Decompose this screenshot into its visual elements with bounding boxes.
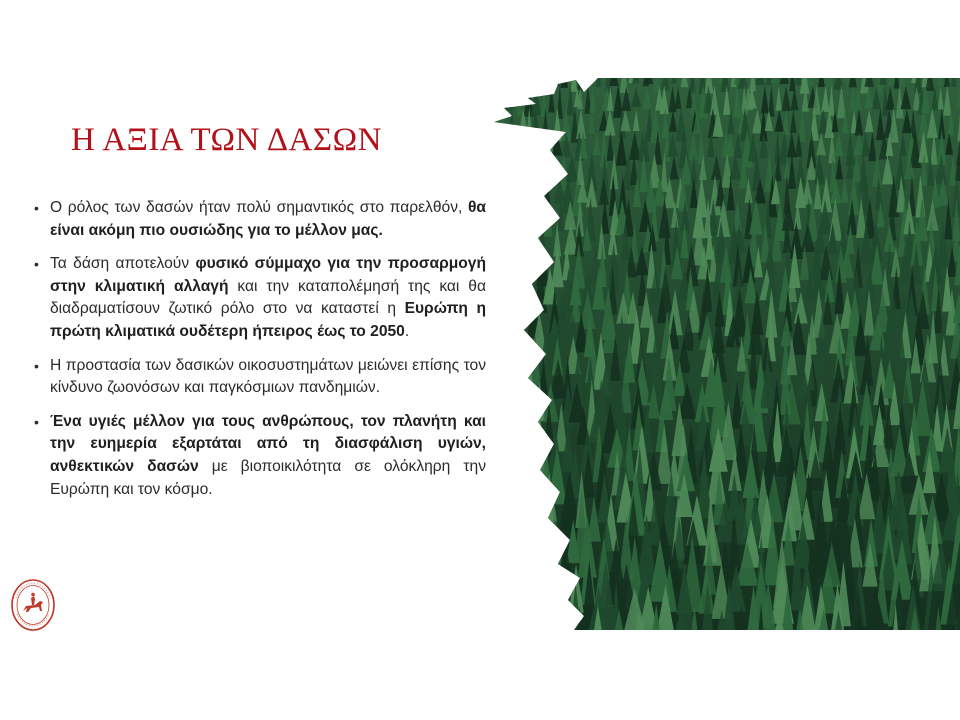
conifer-tree xyxy=(538,132,549,158)
conifer-tree xyxy=(517,426,534,475)
bullet-text: και την καταπολέμησή της και θα διαδραματίσουν ζωτικό ρόλο στο να καταστεί η xyxy=(50,277,486,318)
conifer-tree xyxy=(488,245,495,279)
conifer-tree xyxy=(488,220,498,264)
conifer-tree xyxy=(516,586,532,630)
conifer-tree xyxy=(512,132,524,157)
conifer-tree xyxy=(551,609,572,630)
conifer-tree xyxy=(534,197,543,240)
conifer-tree xyxy=(488,336,498,375)
conifer-tree xyxy=(495,493,507,555)
conifer-tree xyxy=(531,587,546,630)
conifer-tree xyxy=(488,223,489,251)
conifer-tree xyxy=(548,536,563,609)
conifer-tree xyxy=(519,132,526,157)
conifer-tree xyxy=(516,198,527,236)
bullet-text: Η προστασία των δασικών οικοσυστημάτων μειώνει επίσης τον κίνδυνο ζωονόσων και παγκόσμιων πανδημιών. xyxy=(50,356,486,397)
conifer-tree xyxy=(529,539,551,598)
conifer-tree xyxy=(488,107,496,143)
conifer-tree xyxy=(488,428,498,469)
conifer-tree xyxy=(515,78,523,86)
conifer-tree xyxy=(492,199,504,233)
conifer-tree xyxy=(756,78,765,85)
conifer-tree xyxy=(488,84,490,117)
bullet-text: Τα δάση αποτελούν xyxy=(50,255,196,273)
conifer-tree xyxy=(491,536,512,610)
conifer-tree xyxy=(502,289,516,336)
conifer-tree xyxy=(510,450,522,497)
bullet-icon: • xyxy=(34,256,39,273)
conifer-tree xyxy=(488,426,491,477)
conifer-tree xyxy=(488,153,493,190)
conifer-tree xyxy=(766,78,772,85)
conifer-tree xyxy=(488,266,497,312)
conifer-tree xyxy=(488,310,492,364)
conifer-tree xyxy=(513,404,529,448)
university-seal-icon xyxy=(10,578,56,632)
bullet-list xyxy=(34,197,486,512)
conifer-tree xyxy=(533,473,547,518)
conifer-tree xyxy=(508,177,517,207)
conifer-tree xyxy=(551,78,561,87)
conifer-tree xyxy=(537,178,545,203)
conifer-tree xyxy=(525,494,539,548)
conifer-tree xyxy=(510,269,519,299)
conifer-tree xyxy=(522,565,543,611)
conifer-tree xyxy=(542,78,549,84)
conifer-tree xyxy=(488,470,489,531)
conifer-tree xyxy=(539,78,547,88)
conifer-tree xyxy=(561,78,568,88)
conifer-tree xyxy=(771,78,778,83)
conifer-tree xyxy=(519,221,532,261)
conifer-tree xyxy=(499,155,509,180)
conifer-tree xyxy=(512,358,525,403)
conifer-tree xyxy=(510,223,523,255)
conifer-tree xyxy=(498,175,506,216)
conifer-tree xyxy=(488,406,490,443)
conifer-tree xyxy=(586,78,592,87)
conifer-tree xyxy=(501,357,516,409)
conifer-tree xyxy=(513,78,519,88)
conifer-tree xyxy=(529,153,539,190)
conifer-tree xyxy=(525,220,538,265)
conifer-tree xyxy=(488,449,490,499)
conifer-tree xyxy=(488,242,489,291)
conifer-tree xyxy=(519,449,536,500)
conifer-tree xyxy=(500,312,510,359)
conifer-tree xyxy=(498,87,507,108)
conifer-tree xyxy=(495,269,510,301)
conifer-tree xyxy=(779,78,788,84)
conifer-tree xyxy=(489,585,507,630)
conifer-tree xyxy=(543,154,554,186)
conifer-tree xyxy=(506,335,520,378)
bullet-bold-text: Ένα υγιές μέλλον για τους ανθρώπους, τον πλανήτη και την ευημερία εξαρτάται από τη διασφάλιση υγιών, ανθεκτικών δασών xyxy=(50,412,486,475)
conifer-tree xyxy=(510,517,531,570)
conifer-tree xyxy=(507,199,515,236)
conifer-tree xyxy=(515,292,529,323)
conifer-tree xyxy=(488,626,493,630)
conifer-tree xyxy=(488,378,501,440)
bullet-bold-text: φυσικό σύμμαχο για την προσαρμογή στην κλιματική αλλαγή xyxy=(50,255,486,295)
conifer-tree xyxy=(494,78,502,84)
conifer-tree xyxy=(506,153,514,187)
conifer-tree xyxy=(504,86,513,111)
conifer-tree xyxy=(504,492,519,557)
university-logo xyxy=(10,578,56,632)
forest-photo-icon xyxy=(488,78,960,630)
bullet-item-4 xyxy=(34,411,486,501)
conifer-tree xyxy=(632,78,640,84)
bullet-icon: • xyxy=(34,413,39,430)
conifer-tree xyxy=(671,78,677,84)
conifer-tree xyxy=(488,492,489,557)
conifer-tree xyxy=(488,609,507,630)
conifer-tree xyxy=(498,78,506,89)
conifer-tree xyxy=(511,468,523,536)
conifer-tree xyxy=(488,175,493,213)
conifer-tree xyxy=(879,78,887,85)
conifer-tree xyxy=(504,131,511,159)
conifer-tree xyxy=(488,588,490,630)
conifer-tree xyxy=(488,356,504,412)
conifer-tree xyxy=(645,78,653,84)
conifer-tree xyxy=(494,518,509,569)
conifer-tree xyxy=(498,107,507,143)
conifer-tree xyxy=(531,518,549,568)
conifer-tree xyxy=(491,451,508,491)
bullet-bold-text: Ευρώπη η πρώτη κλιματικά ουδέτερη ήπειρος έως το 2050 xyxy=(50,300,486,340)
conifer-tree xyxy=(533,607,555,630)
conifer-tree xyxy=(518,378,535,440)
conifer-tree xyxy=(488,564,489,614)
bullet-item-1 xyxy=(34,197,486,242)
conifer-tree xyxy=(490,473,506,519)
bullet-item-3 xyxy=(34,355,486,400)
conifer-tree xyxy=(513,243,525,290)
conifer-tree xyxy=(522,178,535,203)
conifer-tree xyxy=(807,78,813,85)
conifer-tree xyxy=(544,491,557,562)
conifer-tree xyxy=(517,177,525,205)
conifer-tree xyxy=(491,131,499,160)
conifer-tree xyxy=(526,243,536,290)
bullet-text: . xyxy=(404,322,410,340)
bullet-icon: • xyxy=(34,357,39,374)
conifer-tree xyxy=(550,628,567,630)
conifer-tree xyxy=(488,311,496,359)
conifer-tree xyxy=(488,78,492,93)
conifer-tree xyxy=(492,628,515,630)
conifer-tree xyxy=(523,266,533,313)
conifer-tree xyxy=(522,78,530,87)
conifer-tree xyxy=(493,560,511,630)
conifer-tree xyxy=(488,403,498,452)
bullet-icon: • xyxy=(34,200,39,216)
slide-title: Η ΑΞΙΑ ΤΩΝ ΔΑΣΩΝ xyxy=(71,122,382,158)
bullet-bold-text: θα είναι ακόμη πιο ουσιώδης για το μέλλον μας. xyxy=(50,199,486,239)
conifer-tree xyxy=(488,198,495,240)
conifer-tree xyxy=(524,153,535,188)
conifer-tree xyxy=(533,130,545,165)
conifer-tree xyxy=(512,604,527,630)
conifer-tree xyxy=(577,78,586,90)
conifer-tree xyxy=(513,335,528,380)
conifer-tree xyxy=(570,78,577,92)
conifer-tree xyxy=(494,427,513,474)
conifer-tree xyxy=(488,334,491,382)
conifer-tree xyxy=(795,78,802,86)
conifer-tree xyxy=(549,563,564,618)
conifer-tree xyxy=(514,153,524,188)
conifer-tree xyxy=(503,405,518,444)
conifer-tree xyxy=(553,587,570,630)
forest-image xyxy=(488,78,960,630)
conifer-tree xyxy=(503,381,513,426)
bullet-text: με βιοποικιλότητα σε ολόκληρη την Ευρώπη και τον κόσμο. xyxy=(50,457,486,498)
conifer-tree xyxy=(489,85,498,115)
conifer-tree xyxy=(488,289,500,334)
conifer-tree xyxy=(494,244,507,283)
conifer-tree xyxy=(531,78,537,94)
bullet-text: Ο ρόλος των δασών ήταν πολύ σημαντικός στο παρελθόν, xyxy=(50,199,468,216)
conifer-tree xyxy=(515,558,535,630)
conifer-tree xyxy=(516,538,530,601)
bullet-item-2 xyxy=(34,253,486,343)
conifer-tree xyxy=(497,222,508,258)
conifer-tree xyxy=(488,132,495,155)
conifer-tree xyxy=(517,85,523,117)
